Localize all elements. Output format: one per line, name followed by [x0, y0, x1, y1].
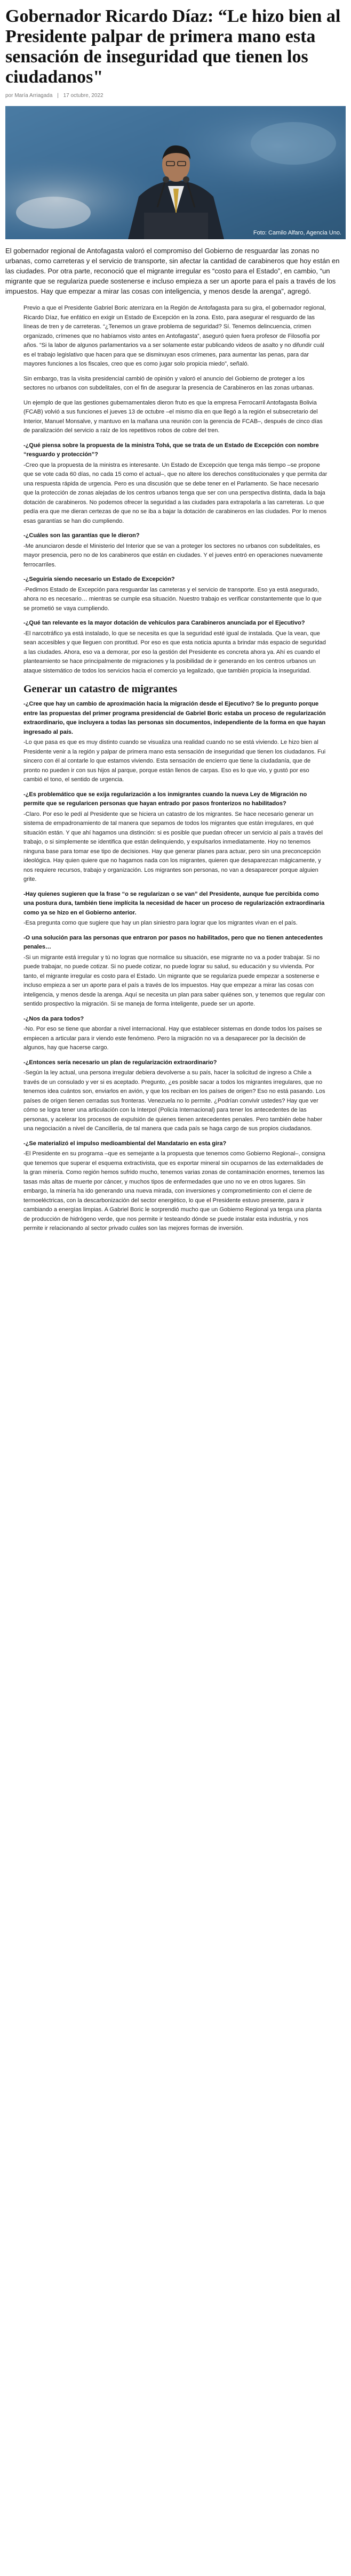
interview-question: -¿Nos da para todos? — [23, 1015, 84, 1022]
interview-answer: -Me anunciaron desde el Ministerio del Interior que se van a proteger los sectores no urbanos con subdelitales, es mayor presencia, pero no de los carabineros que están en ciudades. Y el jueves entró en operaciones nuevamente ferrocarriles. — [23, 542, 323, 568]
interview-answer: -Lo que pasa es que es muy distinto cuando se visualiza una realidad cuando no se está viviendo. Le hizo bien al Presidente venir a la región y palpar de primera mano esta sensación de inseguridad que tienen los ciudadanos. Fui sincero con él al contarle lo que estamos viviendo. Esta sensación de encierro que tiene la ciudadanía, que de pronto no pueden ir con sus hijos al parque, porque están llenos de carpas. Eso es lo que vio, y gustó por eso cambió el tono, el sentido de urgencia. — [23, 739, 326, 783]
publish-date: 17 octubre, 2022 — [63, 93, 103, 99]
interview-question: -¿Qué tan relevante es la mayor dotación de vehículos para Carabineros anunciada por el Ejecutivo? — [23, 620, 305, 626]
interview-answer: -Si un migrante está irregular y tú no logras que normalice su situación, ese migrante no va a poder trabajar. Si no puede trabajar, no puede cotizar. Si no puede cotizar, no puede lograr su salud, su educación y su vivienda. Por tanto, el migrante irregular es costo para el Estado. Un migrante que se regulariza puede empezar a sostenerse e incluso empieza a ser un aporte para el país a través de los impuestos. Hay que empezar a mirar las cosas con inteligencia, y menos desde la arenga. Aquí se necesita un plan para saber quiénes son, y tenemos que regular con sentido prospectivo la migración. Si se maneja de forma inteligente, puede ser un aporte. — [23, 954, 325, 1007]
article-page — [0, 0, 351, 1239]
article-photo — [5, 106, 346, 239]
article-title: Gobernador Ricardo Díaz: “Le hizo bien al Presidente palpar de primera mano esta sensación de inseguridad que tienen los ciudadanos" — [5, 6, 341, 87]
interview-question: -Hay quienes sugieren que la frase “o se regularizan o se van” del Presidente, aunque fue percibida como una postura dura, también tiene implícita la necesidad de hacer un proceso de regularización extraordinaria como ya se hizo en el Gobierno anterior. — [23, 890, 325, 916]
interview-answer: -Pedimos Estado de Excepción para resguardar las carreteras y el servicio de transporte. Eso ya está asegurado, ahora no es necesario… mientras se cumple esa situación. Nuestro trabajo es verificar constantemente que lo que se prometió se vaya cumpliendo. — [23, 586, 322, 612]
author-name[interactable]: por María Arriagada — [5, 93, 53, 99]
article-lead: El gobernador regional de Antofagasta valoró el compromiso del Gobierno de resguardar las zonas no urbanas, como carreteras y el servicio de transporte, sin afectar la cantidad de carabineros que hoy están en las ciudades. Por otra parte, reconoció que el migrante irregular es “costo para el Estado”, en cambio, “un migrante que se regulariza puede sostenerse e incluso empieza a ser un aporte para el país a través de los impuestos. Hay que empezar a mirar las cosas con inteligencia, y menos desde la arenga”, agregó. — [5, 247, 340, 295]
body-paragraph: Sin embargo, tras la visita presidencial cambió de opinión y valoró el anuncio del Gobierno de proteger a los sectores no urbanos con subdelitales, con el fin de asegurar la presencia de Carabineros en las zonas urbanas. — [23, 375, 314, 391]
interview-answer: -Creo que la propuesta de la ministra es interesante. Un Estado de Excepción que tenga más tiempo –se propone que se vote cada 60 días, no cada 15 como el actual–, que no altere los derechos constitucionales y que permita dar una respuesta rápida de urgencia. Pero es una discusión que se debe tener en el Parlamento. Se hace necesario que la protección de zonas alejadas de los centros urbanos tenga que ser con una perspectiva distinta, dada la baja dotación de carabineros. No podemos ofrecer la seguridad a las ciudades para extrapolarla a las carreteras. Lo que pedía era que me dieran certezas de que no se iba a bajar la dotación de carabineros en las ciudades. Por lo menos esas garantías se han dio cumpliendo. — [23, 461, 328, 524]
interview-question: -¿Cuáles son las garantías que le dieron? — [23, 532, 140, 539]
body-paragraph: Un ejemplo de que las gestiones gubernamentales dieron fruto es que la empresa Ferrocarril Antofagasta Bolivia (FCAB) volvió a sus funciones el jueves 13 de octubre –el mismo día en que llegó a la región el subsecretario del Interior, Manuel Monsalve, y mantuvo en la mañana una reunión con la gerencia de FCAB–, después de cinco días de paralización del servicio a raíz de los repetitivos robos de cobre del tren. — [23, 399, 323, 434]
interview-question: -¿Es problemático que se exija regularización a los inmigrantes cuando la nueva Ley de Migración no permite que se regularicen personas que hayan entrado por pasos fronterizos no habilitados? — [23, 791, 307, 807]
interview-answer: -No. Por eso se tiene que abordar a nivel internacional. Hay que establecer sistemas en donde todos los países se empiecen a articular para ir viendo este fenómeno. Pero la migración no va a desaparecer por la decisión de algunos, hay que hacerse cargo. — [23, 1026, 322, 1051]
interview-question: -O una solución para las personas que entraron por pasos no habilitados, pero que no tienen antecedentes penales… — [23, 934, 323, 950]
interview-question: -¿Cree que hay un cambio de aproximación hacia la migración desde el Ejecutivo? Se lo pregunto porque entre las propuestas del primer programa presidencial de Gabriel Boric estaba un proceso de regularización extraordinario, que incluyera a todas las personas sin documentos, independiente de la forma en que hayan ingresado al país. — [23, 701, 326, 735]
section-heading: Generar un catastro de migrantes — [23, 683, 178, 695]
interview-answer: -El Presidente en su programa –que es semejante a la propuesta que tenemos como Gobierno Regional–, consigna que tenemos que superar el esquema extractivista, que es exportar mineral sin ocuparnos de las externalidades de la gran minería. Como región hemos sufrido mucho, tenemos varias zonas de contaminación enormes, tenemos las tasas más altas de muerte por cáncer, y muchos tipos de enfermedades que uno no ve en otros lugares. Sin embargo, la minería ha ido generando una nueva mirada, con inversiones y comprometimiento con el cierre de termoeléctricas, con la descarbonización del sector energético, lo que el Presidente estuvo presente, para ir cambiando a energías limpias. A Gabriel Boric le sorprendió mucho que un Gobierno Regional ya tenga una planta de producción de hidrógeno verde, que nos permite ir testeando dónde se puede instalar esta industria, y nos permite ir relacionando al sector privado cuáles son las mejores formas de inversión. — [23, 1151, 325, 1232]
interview-answer: -Esa pregunta como que sugiere que hay un plan siniestro para lograr que los migrantes vivan en el país. — [23, 920, 298, 926]
interview-answer: -Según la ley actual, una persona irregular debiera devolverse a su país, hacer la solicitud de ingreso a Chile a través de un consulado y ver si es aceptado. Pregunto, ¿es posible sacar a todos los migrantes irregulares, que no tenemos idea cuántos son, enviarlos en avión, y que los reciban en los países de origen? Eso no está pasando. Los países de origen tienen cerradas sus fronteras. Venezuela no lo permite. ¿Podrían convivir ustedes? Hay que ver cómo se logra tener una articulación con la Interpol (Policía Internacional) para tener los antecedentes de las personas, y acelerar los procesos de expulsión de quienes tienen antecedentes penales. Pero también debe haber una negociación a nivel de Cancillería, de tal manera que cada país se haga cargo de sus propios ciudadanos. — [23, 1070, 325, 1132]
interview-question: -¿Seguiría siendo necesario un Estado de Excepción? — [23, 576, 175, 582]
interview-question: -¿Se materializó el impulso medioambiental del Mandatario en esta gira? — [23, 1140, 227, 1147]
byline-separator: | — [57, 93, 59, 99]
interview-answer: -Claro. Por eso le pedí al Presidente que se hiciera un catastro de los migrantes. Se hace necesario generar un sistema de empadronamiento de tal manera que sepamos de todos los migrantes que están irregulares, en qué situación están. Y que ahí hagamos una distinción: si es posible que puedan ofrecer un servicio al país a través del trabajo, o si simplemente se identifica que están delinquiendo, y expulsarlos inmediatamente. Hoy no tenemos ninguna base para tomar ese tipo de decisiones. Hay que generar planes para actuar, pero sin una preconcepción ideológica. Hay quien quiere que no hagamos nada con los migrantes, quieren que desaparezcan mágicamente, y nos requiere recursos, trabajo y organización. Los migrantes son personas, no van a desaparecer porque alguien grite. — [23, 811, 323, 882]
photo-illustration — [5, 106, 346, 239]
byline — [5, 93, 346, 99]
interview-answer: -El narcotráfico ya está instalado, lo que se necesita es que la seguridad esté igual de instalada. Que la vean, que sean accesibles y que lleguen con prontitud. Por eso es que esta noticia apunta a brindar más espacio de seguridad a las ciudades. Ahora, eso va a demorar, por eso la gestión del Presidente es concreta ahora ya. Ahí es cuando el planteamiento se hace principalmente de migraciones y la posibilidad de ir generando en los centros urbanos un ataque sistemático de todos los servicios hacia el comercio ya legalizado, que también propicia la inseguridad. — [23, 630, 326, 674]
body-paragraph: Previo a que el Presidente Gabriel Boric aterrizara en la Región de Antofagasta para su gira, el gobernador regional, Ricardo Díaz, fue enfático en exigir un Estado de Excepción en la zona. Esto, para asegurar el resguardo de las líneas de tren y de carreteras. “¿Tenemos un grave problema de seguridad? Sí. Tenemos delincuencia, crimen organizado, crímenes que no habíamos visto antes en Antofagasta”, aseguró quien fuera profesor de Filosofía por años. “Si la labor de algunos parlamentarios va a ser solamente estar publicando videos de asalto y no difundir cuál es el trabajo legislativo que hacen para que se disminuyan esos crímenes, para aumentar las penas, para dar mayores funciones a los fiscales, creo que es como jugar solo propicia miedo”, señaló. — [23, 305, 326, 367]
interview-question: -¿Qué piensa sobre la propuesta de la ministra Tohá, que se trata de un Estado de Excepción con nombre “resguardo y protección”? — [23, 442, 319, 458]
interview-question: -¿Entonces sería necesario un plan de regularización extraordinario? — [23, 1059, 217, 1066]
photo-caption: Foto: Camilo Alfaro, Agencia Uno. — [253, 230, 341, 236]
article-body — [5, 304, 346, 1234]
